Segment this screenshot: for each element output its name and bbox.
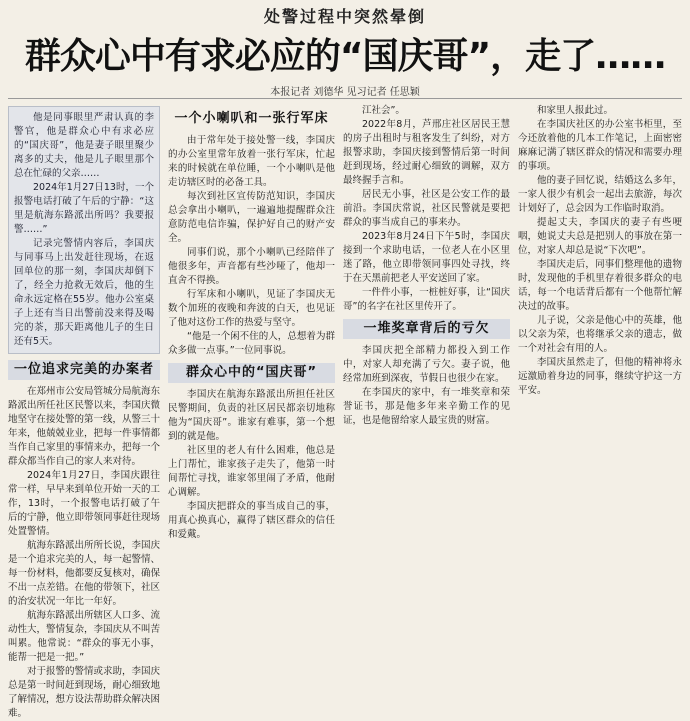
- body-paragraph: 李国庆把群众的事当成自己的事，用真心换真心，赢得了辖区群众的信任和爱戴。: [168, 501, 335, 540]
- intro-paragraph: 记录完警情内容后，李国庆与同事马上出发赶往现场，在返回单位的那一刻，李国庆却倒下了，经全力抢救无效后，他的生命永远定格在55岁。他办公室桌子上还有当日出警前没来得及喝完的茶，那天距离他儿子的生日还有5天。: [14, 238, 154, 347]
- body-paragraph: 2023年8月24日下午5时，李国庆接到一个求助电话，一位老人在小区里迷了路，他立即带领同事四处寻找，终于在天黑前把老人平安送回了家。: [343, 231, 510, 284]
- section-title: 一位追求完美的办案者: [8, 360, 160, 380]
- section-title: 群众心中的“国庆哥”: [168, 363, 335, 383]
- body-paragraph: 2022年8月，芦邢庄社区居民王慧的房子出租时与租客发生了纠纷，对方报警求助，李国庆接到警情后第一时间赶到现场，经过耐心细致的调解，双方最终握手言和。: [343, 119, 510, 186]
- intro-paragraph: 他是同事眼里严肃认真的李警官，他是群众心中有求必应的“国庆哥”，他是妻子眼里聚少离多的丈夫，他是儿子眼里那个总在忙碌的父亲……: [14, 112, 154, 179]
- body-paragraph: 对于报警的警情或求助，李国庆总是第一时间赶到现场，耐心细致地了解情况，想方设法帮助群众解决困难。: [8, 666, 161, 719]
- body-paragraph: 李国庆走后，同事们整理他的遗物时，发现他的手机里存着很多群众的电话，每一个电话背后都有一个他帮忙解决过的故事。: [518, 259, 682, 312]
- byline: 本报记者 刘德华 见习记者 任思颖: [270, 87, 420, 98]
- section-title: 一堆奖章背后的亏欠: [343, 319, 510, 339]
- body-paragraph: 居民无小事，社区是公安工作的最前沿。李国庆常说，社区民警就是要把群众的事当成自己的事来办。: [343, 189, 510, 228]
- body-paragraph: 同事们说，那个小喇叭已经陪伴了他很多年，声音都有些沙哑了，他却一直舍不得换。: [168, 247, 335, 286]
- column-4: [518, 104, 682, 621]
- body-paragraph: 在李国庆的家中，有一堆奖章和荣誉证书，那是他多年来辛勤工作的见证，也是他留给家人最宝贵的财富。: [343, 387, 510, 426]
- body-paragraph: 一件件小事，一桩桩好事，让“国庆哥”的名字在社区里传开了。: [343, 287, 510, 312]
- body-paragraph: 李国庆在航海东路派出所担任社区民警期间，负责的社区居民都亲切地称他为“国庆哥”。谁家有难事，第一个想到的就是他。: [168, 389, 335, 442]
- body-paragraph: 江社会”。: [362, 105, 405, 116]
- column-2: [168, 104, 335, 621]
- body-paragraph: 每次到社区宣传防范知识，李国庆总会拿出小喇叭，一遍遍地提醒群众注意防范电信诈骗，保护好自己的财产安全。: [168, 191, 335, 244]
- body-paragraph: 由于常年处于接处警一线，李国庆的办公室里常年放着一张行军床，忙起来的时候就在单位睡，一个小喇叭是他走访辖区时的必备工具。: [168, 135, 335, 188]
- column-3: [343, 104, 510, 621]
- body-paragraph: 在李国庆社区的办公室书柜里，至今还放着他的几本工作笔记，上面密密麻麻记满了辖区群众的情况和需要办理的事项。: [518, 119, 682, 172]
- body-paragraph: 社区里的老人有什么困难，他总是上门帮忙，谁家孩子走失了，他第一时间帮忙寻找，谁家邻里闹了矛盾，他耐心调解。: [168, 445, 335, 498]
- intro-box: [8, 106, 160, 354]
- section-title: 一个小喇叭和一张行军床: [174, 111, 329, 126]
- body-paragraph: 提起丈夫，李国庆的妻子有些哽咽，她说丈夫总是把别人的事放在第一位，对家人却总是说“下次吧”。: [518, 217, 682, 256]
- body-paragraph: 2024年1月27日，李国庆跟往常一样，早早来到单位开始一天的工作，13时，一个报警电话打破了午后的宁静，他立即带领同事赶往现场处置警情。: [8, 470, 161, 537]
- body-paragraph: 李国庆虽然走了，但他的精神将永远激励着身边的同事，继续守护这一方平安。: [518, 357, 682, 396]
- body-paragraph: 儿子说，父亲是他心中的英雄，他以父亲为荣，也将继承父亲的遗志，做一个对社会有用的人。: [518, 315, 682, 354]
- kicker: 处警过程中突然晕倒: [263, 7, 426, 26]
- body-paragraph: 航海东路派出所所长说，李国庆是一个追求完美的人，每一起警情、每一份材料，他都要反复核对，确保不出一点差错。在他的带领下，社区的治安状况一年比一年好。: [8, 540, 161, 607]
- body-paragraph: “他是一个闲不住的人，总想着为群众多做一点事。”一位同事说。: [168, 331, 335, 356]
- body-paragraph: 航海东路派出所辖区人口多、流动性大，警情复杂，李国庆从不叫苦叫累。他常说：“群众的事无小事，能帮一把是一把。”: [8, 610, 161, 663]
- body-paragraph: 行军床和小喇叭，见证了李国庆无数个加班的夜晚和奔波的白天，也见证了他对这份工作的热爱与坚守。: [168, 289, 335, 328]
- column-1: [8, 104, 161, 719]
- body-paragraph: 在郑州市公安局管城分局航海东路派出所任社区民警以来，李国庆微地坚守在接处警的第一线，从警三十年来，他兢兢业业，把每一件事情都当作自己家里的事情来办，把每一个群众都当作自己的家人来对待。: [8, 386, 161, 467]
- body-paragraph: 他的妻子回忆说，结婚这么多年，一家人很少有机会一起出去旅游，每次计划好了，总会因为工作临时取消。: [518, 175, 682, 214]
- headline: 群众心中有求必应的“国庆哥”，走了……: [24, 36, 666, 77]
- title-rule: [8, 98, 682, 99]
- body-paragraph: 李国庆把全部精力都投入到工作中，对家人却充满了亏欠。妻子说，他经常加班到深夜，节假日也很少在家。: [343, 345, 510, 384]
- body-paragraph: 和家里人报此过。: [537, 105, 614, 116]
- intro-paragraph: 2024年1月27日13时，一个报警电话打破了午后的宁静：“这里是航海东路派出所吗？我要报警……”: [14, 182, 154, 235]
